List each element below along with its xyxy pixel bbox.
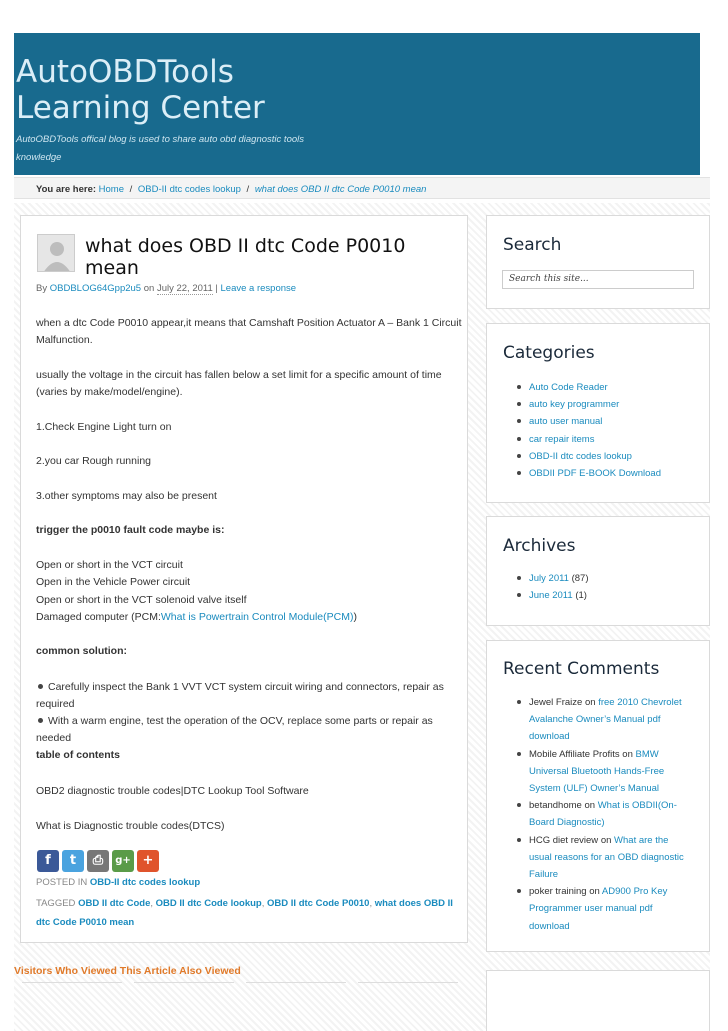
list-item[interactable] <box>513 448 661 465</box>
facebook-icon[interactable]: f <box>37 850 59 872</box>
site-header <box>14 33 700 175</box>
widget-title: Categories <box>503 343 595 363</box>
comment-post-link[interactable]: Universal Bluetooth Hands-Free <box>529 765 665 777</box>
comment-post-link[interactable]: download <box>529 731 570 743</box>
comment-item <box>513 797 703 831</box>
tag-link[interactable]: what does OBD II dtc Code P0010 mean <box>36 898 453 928</box>
post-meta <box>36 283 296 294</box>
post-date: July 22, 2011 <box>156 283 213 294</box>
sidebar-widget-partial <box>486 970 710 1031</box>
comment-post-link[interactable]: What is OBDII(On- <box>597 800 677 812</box>
pcm-link[interactable]: What is Powertrain Control Module(PCM) <box>160 611 354 623</box>
comment-post-link[interactable]: Board Diagnostic) <box>529 817 605 829</box>
print-icon[interactable]: ⎙ <box>87 850 109 872</box>
paragraph-line: (varies by make/model/engine). <box>36 386 183 398</box>
posted-in-label: POSTED IN <box>36 877 88 888</box>
paragraph-line: 2.you car Rough running <box>36 455 151 467</box>
list-item[interactable] <box>513 413 661 430</box>
list-item[interactable] <box>513 379 661 396</box>
comment-post-link[interactable]: System (ULF) Owner’s Manual <box>529 783 660 795</box>
category-link[interactable]: Auto Code Reader <box>529 382 608 393</box>
google-plus-icon[interactable]: g+ <box>112 850 134 872</box>
breadcrumb-category[interactable]: OBD-II dtc codes lookup <box>137 184 241 195</box>
post-article <box>20 215 468 943</box>
archive-count: (87) <box>571 573 589 584</box>
comment-post-link[interactable]: usual reasons for an OBD diagnostic <box>529 851 684 863</box>
recent-comments-widget <box>486 640 710 952</box>
meta-divider: | <box>215 283 218 294</box>
category-link[interactable]: auto user manual <box>529 416 603 428</box>
author-link[interactable]: OBDBLOG64Gpp2u5 <box>49 283 142 294</box>
comment-author: Jewel Fraize <box>529 697 583 708</box>
avatar-silhouette-icon <box>38 235 75 272</box>
categories-list <box>513 379 661 482</box>
category-link[interactable]: OBD-II dtc codes lookup <box>529 450 632 462</box>
related-thumbnail[interactable] <box>246 982 346 992</box>
toc-link[interactable]: What is Diagnostic trouble codes(DTCS) <box>36 820 225 832</box>
cause-text-end: ) <box>353 611 357 623</box>
comment-author: betandhome <box>529 800 582 812</box>
widget-title: Recent Comments <box>503 659 660 679</box>
list-item <box>36 678 446 696</box>
list-item[interactable] <box>513 396 661 413</box>
paragraph-line: usually the voltage in the circuit has fallen below a set limit for a specific amount of time <box>36 369 442 381</box>
comment-author: HCG diet review <box>529 834 599 846</box>
site-title[interactable] <box>16 54 265 126</box>
bullet-icon <box>38 684 43 689</box>
meta-on: on <box>143 283 155 294</box>
archives-list <box>513 570 589 604</box>
related-thumbnail[interactable] <box>22 982 122 992</box>
archive-link[interactable]: June 2011 <box>529 590 573 602</box>
list-item[interactable] <box>513 431 661 448</box>
also-viewed-heading: Visitors Who Viewed This Article Also Viewed <box>14 965 241 977</box>
comment-post-link[interactable]: Programmer user manual pdf <box>529 903 653 915</box>
tag-link[interactable]: OBD II dtc Code lookup <box>155 898 262 909</box>
meta-by: By <box>36 283 48 294</box>
archives-widget <box>486 516 710 626</box>
category-link[interactable]: OBDII PDF E-BOOK Download <box>529 468 661 480</box>
breadcrumb-separator: / <box>129 184 133 195</box>
twitter-icon[interactable]: t <box>62 850 84 872</box>
search-widget <box>486 215 710 309</box>
comment-on: on <box>622 748 633 760</box>
posted-in <box>36 877 200 888</box>
tag-link[interactable]: OBD II dtc Code P0010 <box>267 898 370 909</box>
post-title: what does OBD II dtc Code P0010 mean <box>85 235 406 279</box>
comment-author: poker training <box>529 886 587 898</box>
bullet-icon <box>38 718 43 723</box>
related-thumbnail[interactable] <box>358 982 458 992</box>
comment-item <box>513 746 703 798</box>
comment-on: on <box>584 800 596 812</box>
leave-response-link[interactable]: Leave a response <box>220 283 297 294</box>
breadcrumb-label: You are here: <box>36 184 97 195</box>
archive-link[interactable]: July 2011 <box>529 573 569 584</box>
tagged-label: TAGGED <box>36 898 76 909</box>
paragraph-line: when a dtc Code P0010 appear,it means that Camshaft Position Actuator A – Bank 1 Circuit <box>36 317 462 329</box>
list-item[interactable] <box>513 465 661 482</box>
widget-title: Archives <box>503 536 576 556</box>
list-item <box>36 712 446 730</box>
list-item-cont: needed <box>36 732 72 744</box>
add-more-icon[interactable]: + <box>137 850 159 872</box>
breadcrumb-current: what does OBD II dtc Code P0010 mean <box>254 184 427 195</box>
share-buttons <box>37 850 162 874</box>
tags: TAGGED OBD II dtc Code, OBD II dtc Code lookup, OBD II dtc Code P0010, what does OBD II dtc Code P0010 mean <box>36 898 453 928</box>
paragraph-line: 3.other symptoms may also be present <box>36 490 217 502</box>
paragraph-line: 1.Check Engine Light turn on <box>36 421 172 433</box>
comment-item <box>513 832 703 884</box>
breadcrumb-separator: / <box>246 184 250 195</box>
cause-line: Open or short in the VCT solenoid valve itself <box>36 594 247 606</box>
list-item-text: With a warm engine, test the operation of the OCV, replace some parts or repair as <box>48 715 433 727</box>
comment-post-link[interactable]: download <box>529 920 570 932</box>
widget-title: Search <box>503 235 562 255</box>
toc-heading: table of contents <box>36 749 121 761</box>
site-description: AutoOBDTools offical blog is used to share auto obd diagnostic tools knowledge <box>16 134 304 163</box>
cause-line: Open in the Vehicle Power circuit <box>36 576 191 588</box>
categories-widget <box>486 323 710 503</box>
site-title-line1[interactable]: AutoOBDTools <box>16 54 234 90</box>
comment-on: on <box>584 697 596 708</box>
related-thumbnail[interactable] <box>134 982 234 992</box>
author-avatar <box>37 234 75 272</box>
search-input[interactable]: Search this site... <box>502 270 694 289</box>
tag-link[interactable]: OBD II dtc Code <box>78 898 151 909</box>
comment-item <box>513 694 703 746</box>
comment-post-link[interactable]: Avalanche Owner’s Manual pdf <box>529 714 661 726</box>
comment-on: on <box>589 886 600 898</box>
paragraph-line: Malfunction. <box>36 334 93 346</box>
breadcrumb <box>14 177 710 199</box>
comment-post-link[interactable]: What are the <box>614 834 669 846</box>
recent-comments-list <box>513 694 703 935</box>
comment-post-link[interactable]: Failure <box>529 869 559 881</box>
cause-text: Damaged computer (PCM: <box>36 611 161 623</box>
toc-link[interactable]: OBD2 diagnostic trouble codes|DTC Lookup Tool Software <box>36 785 309 797</box>
archive-count: (1) <box>575 590 587 602</box>
comment-item <box>513 883 703 935</box>
category-link[interactable]: OBD-II dtc codes lookup <box>89 877 201 888</box>
comment-on: on <box>600 834 612 846</box>
cause-line <box>36 608 357 626</box>
comment-post-link[interactable]: BMW <box>635 748 659 760</box>
list-item[interactable] <box>513 570 589 587</box>
breadcrumb-home[interactable]: Home <box>98 184 124 195</box>
list-item-text: Carefully inspect the Bank 1 VVT VCT system circuit wiring and connectors, repair as <box>48 681 444 693</box>
site-title-line2[interactable]: Learning Center <box>16 90 265 126</box>
section-heading: trigger the p0010 fault code maybe is: <box>36 524 225 536</box>
comment-author: Mobile Affiliate Profits <box>529 748 620 760</box>
list-item-cont: required <box>36 698 75 710</box>
category-link[interactable]: car repair items <box>529 433 595 445</box>
comment-post-link[interactable]: AD900 Pro Key <box>601 886 668 898</box>
list-item[interactable] <box>513 587 589 604</box>
comment-post-link[interactable]: free 2010 Chevrolet <box>598 697 682 708</box>
category-link[interactable]: auto key programmer <box>529 399 620 411</box>
cause-line: Open or short in the VCT circuit <box>36 559 183 571</box>
section-heading: common solution: <box>36 645 127 657</box>
